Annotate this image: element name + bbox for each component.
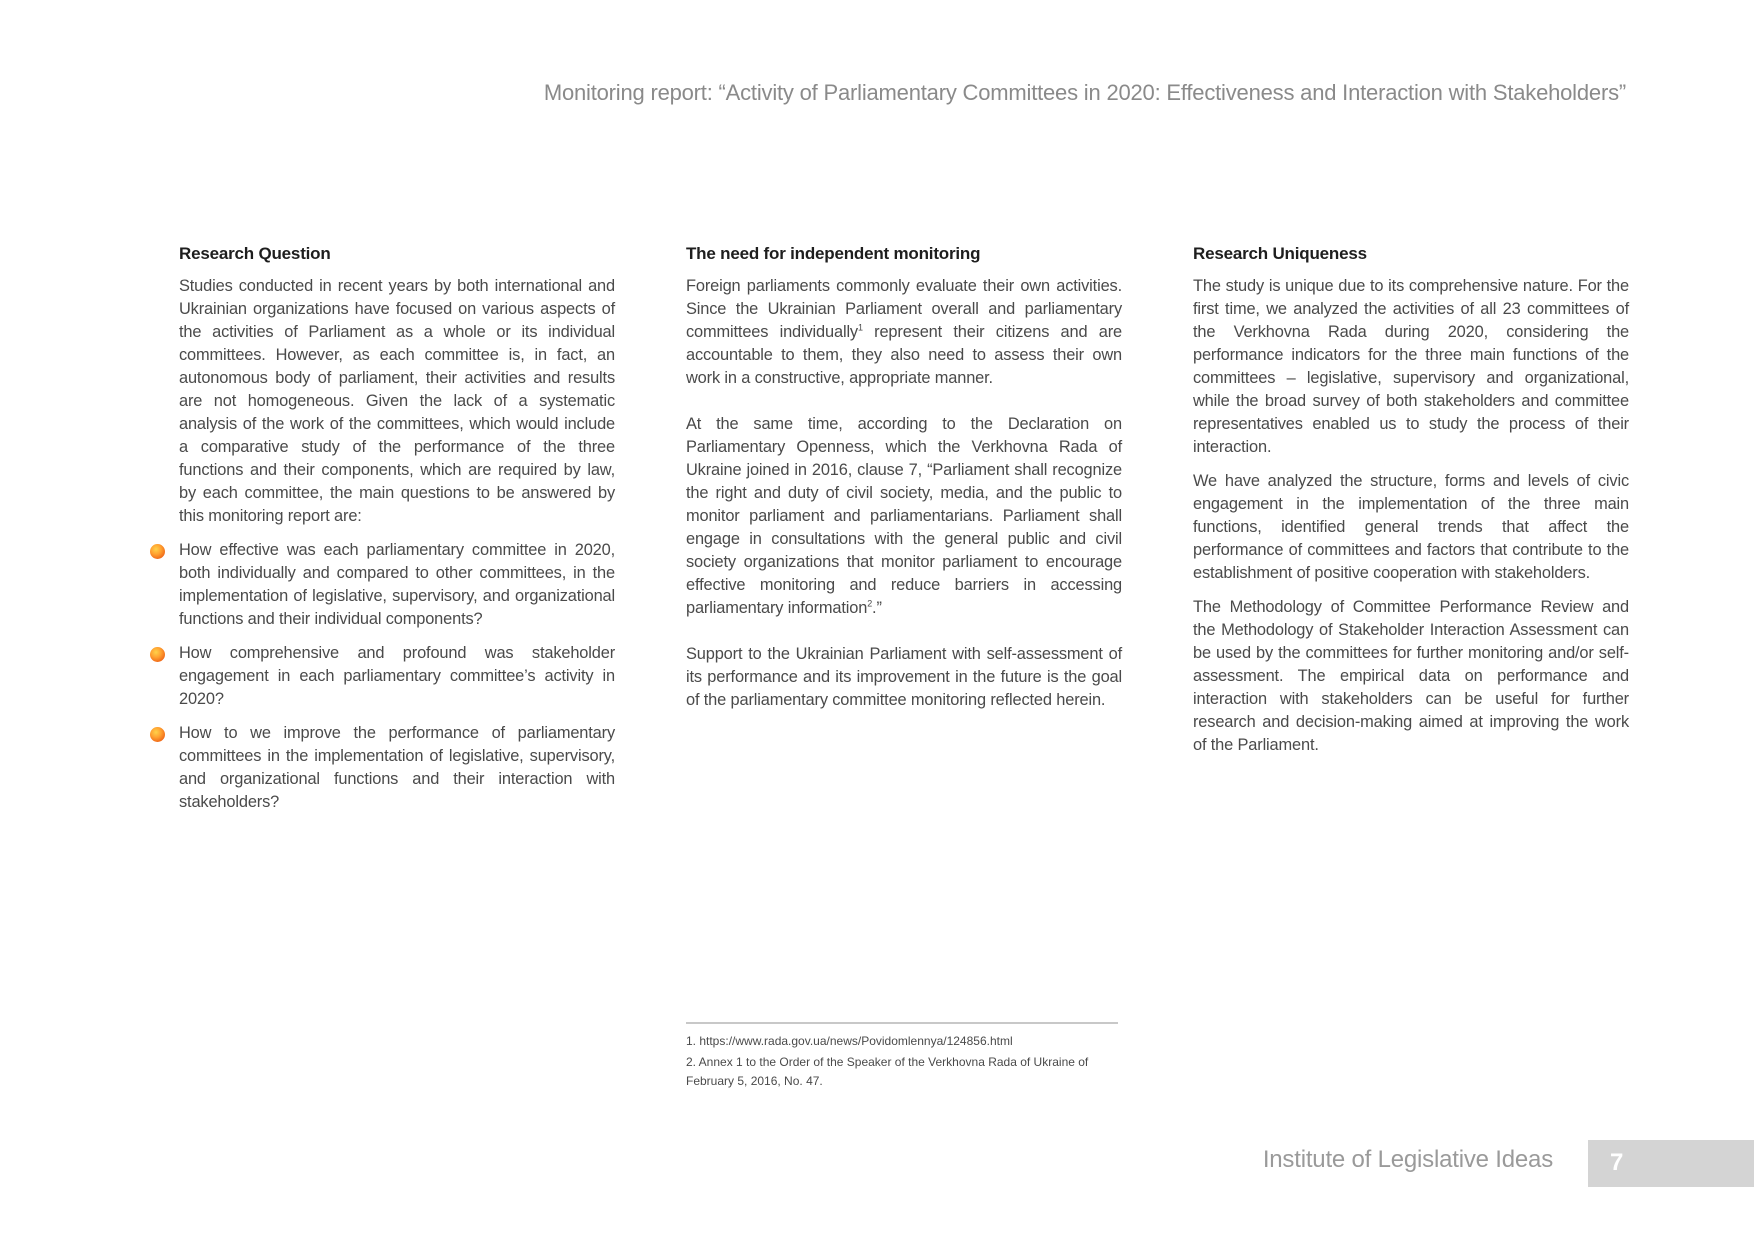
monitoring-paragraph-3: Support to the Ukrainian Parliament with self-assessment of its performance and its improvement in the future is the goal of the parliamentary committee monitoring reflected herein.: [686, 645, 1122, 709]
paragraph-text: Foreign parliaments commonly evaluate their own activities. Since the Ukrainian Parliament overall and parliamentary committees individually: [686, 277, 1122, 341]
footnote-marker: 2: [867, 598, 873, 609]
paragraph-text: .”: [872, 599, 882, 617]
research-uniqueness-heading: Research Uniqueness: [1193, 244, 1367, 263]
paragraph-text: At the same time, according to the Declaration on Parliamentary Openness, which the Verkhovna Rada of Ukraine joined in 2016, clause 7, “Parliament shall recognize the right and duty of civil society, media, and the public to monitor parliament and parliamentarians. Parliament shall engage in consultations with the general public and civil society organizations that monitor parliament to encourage effective monitoring and reduce barriers in accessing parliamentary information: [686, 415, 1122, 617]
page-number-box: [1588, 1140, 1754, 1187]
question-text: How to we improve the performance of parliamentary committees in the implementation of legislative, supervisory, and organizational functions and their interaction with stakeholders?: [179, 724, 615, 811]
footnote-divider: [686, 1022, 1118, 1024]
uniqueness-paragraph-2: We have analyzed the structure, forms and levels of civic engagement in the implementation of the three main functions, identified general trends that affect the performance of committees and factors that contribute to the establishment of positive cooperation with stakeholders.: [1193, 472, 1629, 582]
research-uniqueness-column: [1193, 244, 1629, 768]
paragraph-text: represent their citizens and are accountable to them, they also need to assess their own work in a constructive, appropriate manner.: [686, 323, 1123, 387]
orange-bullet-icon: [150, 544, 165, 559]
footnotes: [686, 1032, 1118, 1093]
report-header-title: Monitoring report: “Activity of Parliamentary Committees in 2020: Effectiveness and Interaction with Stakeholders”: [543, 80, 1626, 105]
organization-name: Institute of Legislative Ideas: [1262, 1146, 1553, 1173]
independent-monitoring-heading: The need for independent monitoring: [686, 244, 981, 263]
research-questions-list: [179, 539, 615, 814]
research-question-intro: Studies conducted in recent years by both international and Ukrainian organizations have focused on various aspects of the activities of Parliament as a whole or its individual committees. However, as each committee is, in fact, an autonomous body of parliament, their activities and results are not homogeneous. Given the lack of a systematic analysis of the work of the committees, which would include a comparative study of the performance of the three functions and their components, which are required by law, by each committee, the main questions to be answered by this monitoring report are:: [179, 277, 615, 525]
list-item: [179, 539, 615, 631]
page-number: 7: [1610, 1149, 1624, 1176]
question-text: How effective was each parliamentary committee in 2020, both individually and compared to other committees, in the implementation of legislative, supervisory, and organizational functions and their individual components?: [179, 541, 615, 628]
research-question-column: [179, 244, 615, 825]
question-text: How comprehensive and profound was stakeholder engagement in each parliamentary committee’s activity in 2020?: [179, 644, 615, 708]
monitoring-paragraph-1: [686, 275, 1122, 390]
footnote-2: 2. Annex 1 to the Order of the Speaker of the Verkhovna Rada of Ukraine of February 5, 2016, No. 47.: [686, 1055, 1089, 1088]
footnote-1: 1. https://www.rada.gov.ua/news/Povidomlennya/124856.html: [686, 1034, 1013, 1048]
independent-monitoring-column: [686, 244, 1122, 723]
monitoring-paragraph-2: [686, 413, 1122, 620]
uniqueness-paragraph-1: The study is unique due to its comprehensive nature. For the first time, we analyzed the activities of all 23 committees of the Verkhovna Rada during 2020, considering the performance indicators for the three main functions of the committees – legislative, supervisory and organizational, while the broad survey of both stakeholders and committee representatives enabled us to study the process of their interaction.: [1193, 277, 1629, 456]
research-question-heading: Research Question: [179, 244, 331, 263]
orange-bullet-icon: [150, 727, 165, 742]
list-item: [179, 642, 615, 711]
uniqueness-paragraph-3: The Methodology of Committee Performance Review and the Methodology of Stakeholder Interaction Assessment can be used by the committees for further monitoring and/or self-assessment. The empirical data on performance and interaction with stakeholders can be useful for further research and decision-making aimed at improving the work of the Parliament.: [1193, 598, 1629, 754]
list-item: [179, 722, 615, 814]
orange-bullet-icon: [150, 647, 165, 662]
footnote-marker: 1: [857, 322, 863, 333]
